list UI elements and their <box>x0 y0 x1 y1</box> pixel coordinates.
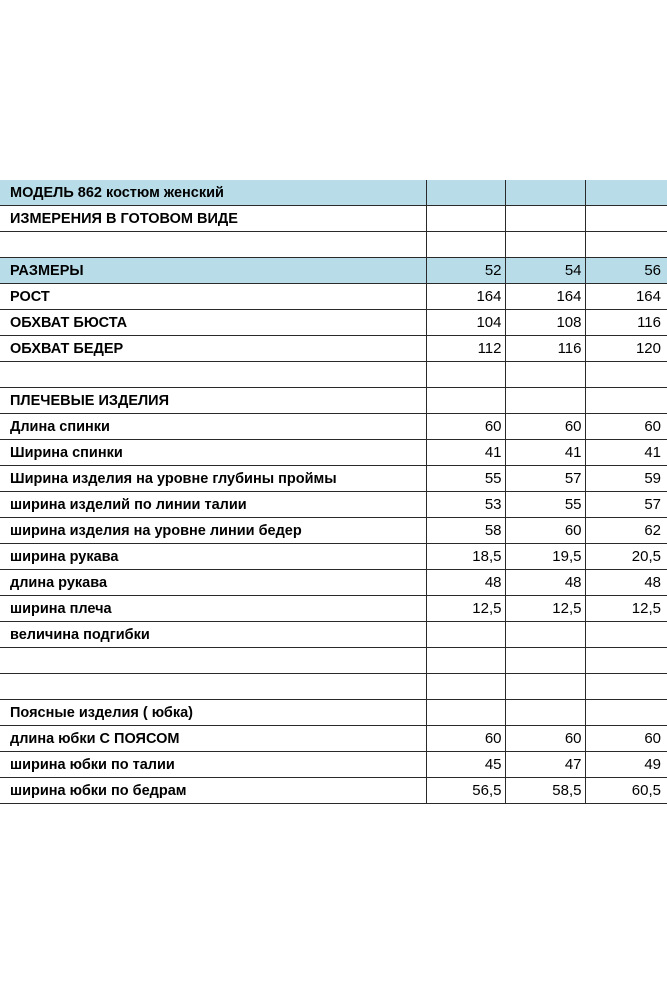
table-row <box>0 778 667 804</box>
empty-cell <box>426 648 505 674</box>
row-label: ширина изделий по линии талии <box>0 492 426 518</box>
table-row <box>0 284 667 310</box>
value-cell: 60 <box>426 726 505 752</box>
row-label: ширина рукава <box>0 544 426 570</box>
value-cell: 53 <box>426 492 505 518</box>
size-chart-table <box>0 180 667 804</box>
section-header-row <box>0 388 667 414</box>
empty-cell <box>585 388 667 414</box>
empty-cell <box>426 362 505 388</box>
value-cell <box>505 622 585 648</box>
sizes-header-row <box>0 258 667 284</box>
model-title: МОДЕЛЬ 862 костюм женский <box>0 180 426 206</box>
empty-cell <box>505 674 585 700</box>
value-cell: 48 <box>585 570 667 596</box>
row-label: Ширина изделия на уровне глубины проймы <box>0 466 426 492</box>
empty-cell <box>426 388 505 414</box>
table-row <box>0 492 667 518</box>
value-cell: 62 <box>585 518 667 544</box>
row-label: РОСТ <box>0 284 426 310</box>
empty-cell <box>0 232 426 258</box>
subtitle-row <box>0 206 667 232</box>
row-label: ОБХВАТ БЕДЕР <box>0 336 426 362</box>
title-row <box>0 180 667 206</box>
measurements-subtitle: ИЗМЕРЕНИЯ В ГОТОВОМ ВИДЕ <box>0 206 426 232</box>
empty-cell <box>585 206 667 232</box>
title-cell-empty <box>426 180 505 206</box>
empty-cell <box>585 700 667 726</box>
table-row <box>0 466 667 492</box>
empty-cell <box>0 362 426 388</box>
sizes-label: РАЗМЕРЫ <box>0 258 426 284</box>
title-cell-empty <box>585 180 667 206</box>
value-cell: 49 <box>585 752 667 778</box>
value-cell: 41 <box>585 440 667 466</box>
value-cell: 18,5 <box>426 544 505 570</box>
row-label: ширина плеча <box>0 596 426 622</box>
value-cell: 41 <box>505 440 585 466</box>
empty-cell <box>585 674 667 700</box>
section-header-row <box>0 700 667 726</box>
empty-cell <box>505 362 585 388</box>
value-cell: 108 <box>505 310 585 336</box>
value-cell: 164 <box>426 284 505 310</box>
value-cell: 164 <box>505 284 585 310</box>
empty-cell <box>505 388 585 414</box>
value-cell: 60 <box>505 414 585 440</box>
table-row <box>0 622 667 648</box>
table-row <box>0 414 667 440</box>
size-chart-body <box>0 180 667 804</box>
table-row <box>0 752 667 778</box>
empty-cell <box>585 232 667 258</box>
value-cell: 116 <box>505 336 585 362</box>
table-row <box>0 544 667 570</box>
value-cell: 56,5 <box>426 778 505 804</box>
row-label: ширина изделия на уровне линии бедер <box>0 518 426 544</box>
value-cell: 12,5 <box>505 596 585 622</box>
empty-cell <box>585 362 667 388</box>
row-label: Поясные изделия ( юбка) <box>0 700 426 726</box>
value-cell: 57 <box>505 466 585 492</box>
title-cell-empty <box>505 180 585 206</box>
value-cell: 58 <box>426 518 505 544</box>
value-cell: 20,5 <box>585 544 667 570</box>
row-label: ширина юбки по бедрам <box>0 778 426 804</box>
value-cell: 104 <box>426 310 505 336</box>
empty-row <box>0 362 667 388</box>
size-header: 54 <box>505 258 585 284</box>
row-label: величина подгибки <box>0 622 426 648</box>
value-cell: 48 <box>505 570 585 596</box>
row-label: длина юбки С ПОЯСОМ <box>0 726 426 752</box>
empty-row <box>0 648 667 674</box>
value-cell: 164 <box>585 284 667 310</box>
table-row <box>0 310 667 336</box>
table-row <box>0 440 667 466</box>
empty-cell <box>426 700 505 726</box>
size-header: 56 <box>585 258 667 284</box>
value-cell: 116 <box>585 310 667 336</box>
empty-cell <box>0 674 426 700</box>
table-row <box>0 336 667 362</box>
value-cell: 57 <box>585 492 667 518</box>
table-row <box>0 596 667 622</box>
empty-cell <box>426 206 505 232</box>
empty-cell <box>505 206 585 232</box>
empty-cell <box>0 648 426 674</box>
row-label: длина рукава <box>0 570 426 596</box>
value-cell: 112 <box>426 336 505 362</box>
empty-cell <box>585 648 667 674</box>
value-cell: 59 <box>585 466 667 492</box>
value-cell <box>585 622 667 648</box>
empty-cell <box>505 700 585 726</box>
table-row <box>0 570 667 596</box>
empty-cell <box>505 232 585 258</box>
value-cell: 55 <box>505 492 585 518</box>
value-cell: 48 <box>426 570 505 596</box>
table-row <box>0 726 667 752</box>
value-cell: 60 <box>585 726 667 752</box>
value-cell: 41 <box>426 440 505 466</box>
value-cell: 60 <box>426 414 505 440</box>
row-label: Длина спинки <box>0 414 426 440</box>
value-cell <box>426 622 505 648</box>
empty-cell <box>426 674 505 700</box>
value-cell: 120 <box>585 336 667 362</box>
row-label: Ширина спинки <box>0 440 426 466</box>
value-cell: 12,5 <box>426 596 505 622</box>
empty-cell <box>505 648 585 674</box>
row-label: ОБХВАТ БЮСТА <box>0 310 426 336</box>
value-cell: 58,5 <box>505 778 585 804</box>
empty-cell <box>426 232 505 258</box>
table-row <box>0 518 667 544</box>
empty-row <box>0 674 667 700</box>
row-label: ширина юбки по талии <box>0 752 426 778</box>
value-cell: 45 <box>426 752 505 778</box>
value-cell: 55 <box>426 466 505 492</box>
value-cell: 60 <box>505 726 585 752</box>
value-cell: 60,5 <box>585 778 667 804</box>
value-cell: 19,5 <box>505 544 585 570</box>
value-cell: 12,5 <box>585 596 667 622</box>
empty-row <box>0 232 667 258</box>
size-header: 52 <box>426 258 505 284</box>
value-cell: 60 <box>585 414 667 440</box>
row-label: ПЛЕЧЕВЫЕ ИЗДЕЛИЯ <box>0 388 426 414</box>
value-cell: 60 <box>505 518 585 544</box>
value-cell: 47 <box>505 752 585 778</box>
